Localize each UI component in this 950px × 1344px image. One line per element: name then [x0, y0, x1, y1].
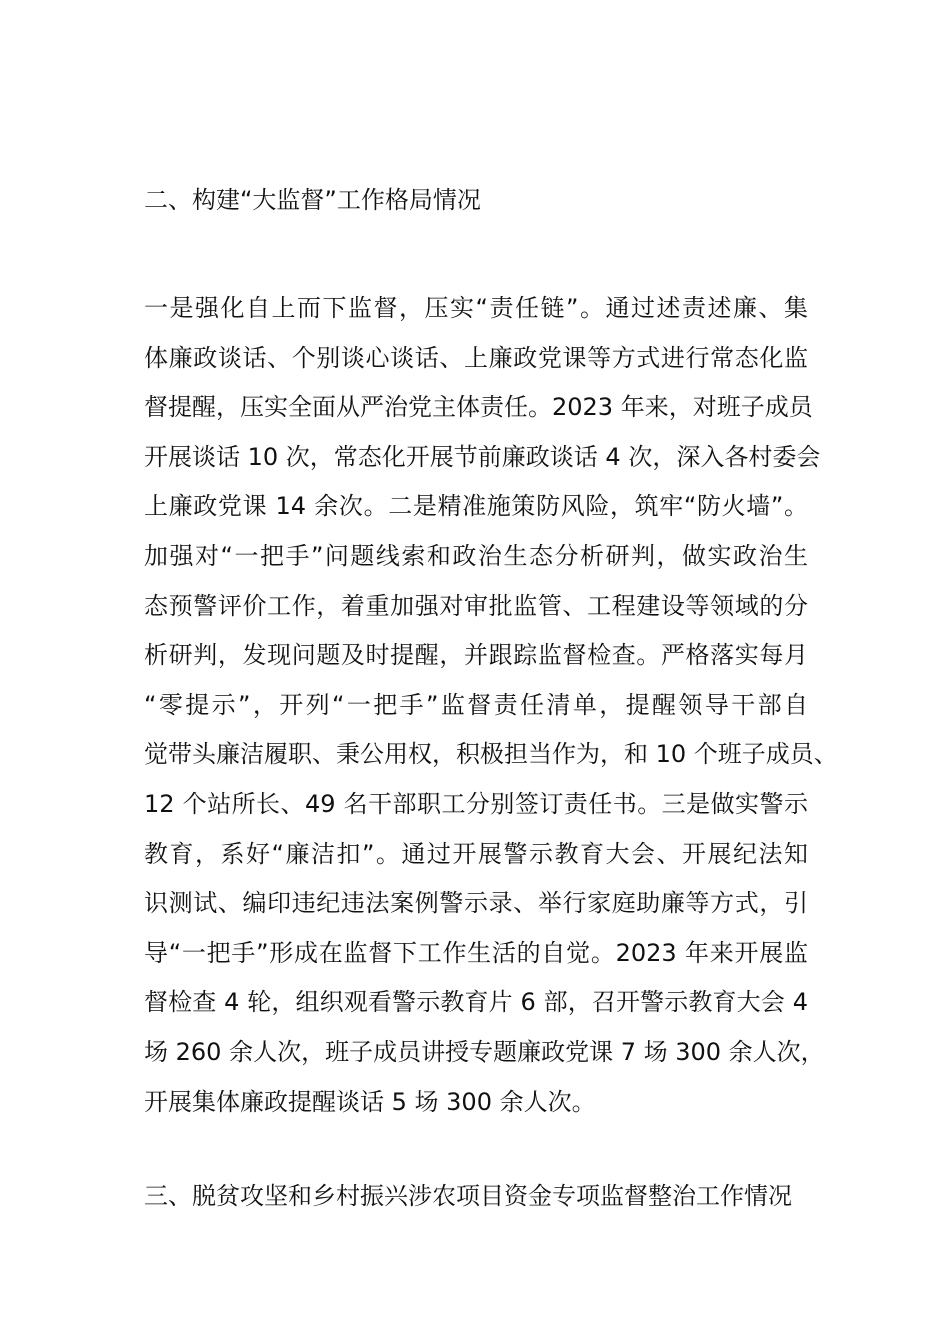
paragraph-line: 上廉政党课 14 余次。二是精准施策防风险，筑牢“防火墙”。 [144, 492, 808, 521]
paragraph-line: 导“一把手”形成在监督下工作生活的自觉。2023 年来开展监 [144, 938, 808, 967]
paragraph-line: 督检查 4 轮，组织观看警示教育片 6 部，召开警示教育大会 4 [144, 988, 808, 1017]
paragraph-line: 开展谈话 10 次，常态化开展节前廉政谈话 4 次，深入各村委会 [144, 442, 821, 471]
paragraph-line: 体廉政谈话、个别谈心谈话、上廉政党课等方式进行常态化监 [144, 343, 808, 372]
paragraph-line: 加强对“一把手”问题线索和政治生态分析研判，做实政治生 [144, 541, 808, 570]
paragraph-line: 教育，系好“廉洁扣”。通过开展警示教育大会、开展纪法知 [144, 839, 808, 868]
paragraph-line: 觉带头廉洁履职、秉公用权，积极担当作为，和 10 个班子成员、 [144, 740, 838, 769]
paragraph-line: 识测试、编印违纪违法案例警示录、举行家庭助廉等方式，引 [144, 889, 808, 918]
section-two-paragraph [144, 284, 838, 1127]
paragraph-line: 12 个站所长、49 名干部职工分别签订责任书。三是做实警示 [144, 789, 808, 818]
paragraph-line: 场 260 余人次，班子成员讲授专题廉政党课 7 场 300 余人次， [144, 1037, 825, 1066]
paragraph-line: 一是强化自上而下监督，压实“责任链”。通过述责述廉、集 [144, 294, 808, 322]
paragraph-line: 态预警评价工作，着重加强对审批监管、工程建设等领域的分 [144, 591, 808, 620]
paragraph-line: “零提示”，开列“一把手”监督责任清单，提醒领导干部自 [144, 690, 808, 719]
paragraph-line: 督提醒，压实全面从严治党主体责任。2023 年来，对班子成员 [144, 393, 813, 422]
paragraph-line: 析研判，发现问题及时提醒，并跟踪监督检查。严格落实每月 [144, 641, 808, 670]
section-three-heading: 三、脱贫攻坚和乡村振兴涉农项目资金专项监督整治工作情况 [144, 1182, 792, 1210]
section-two-heading: 二、构建“大监督”工作格局情况 [144, 186, 481, 214]
paragraph-line: 开展集体廉政提醒谈话 5 场 300 余人次。 [144, 1087, 596, 1116]
